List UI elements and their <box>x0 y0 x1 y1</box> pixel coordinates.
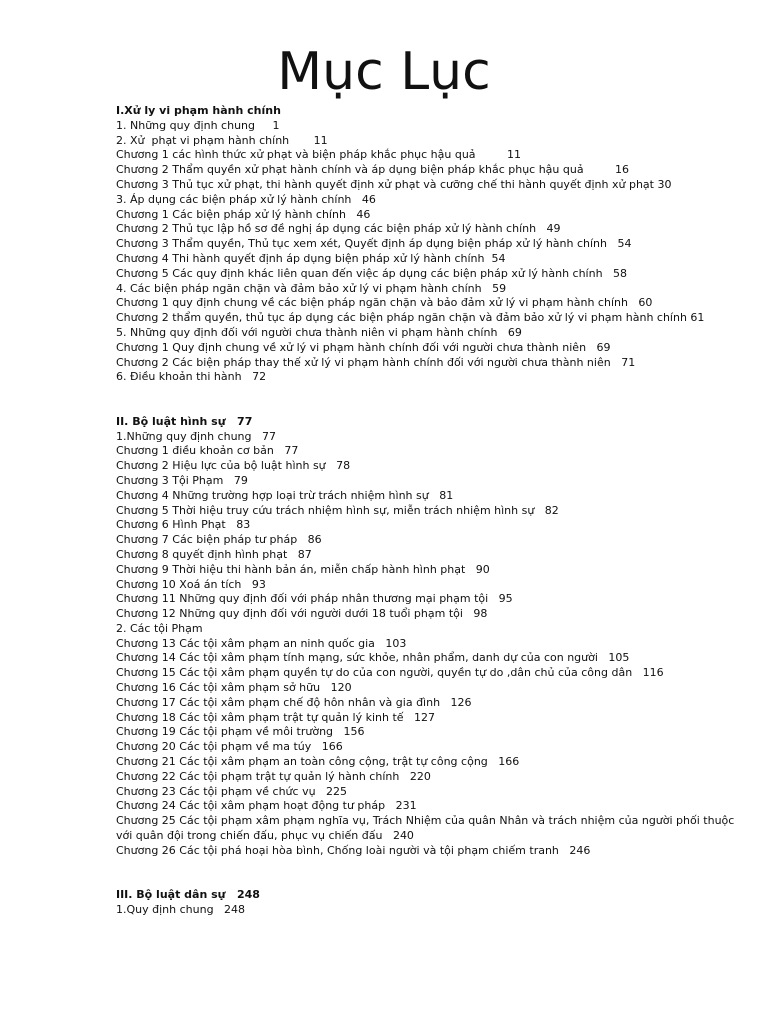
toc-entry: Chương 1 Các biện pháp xử lý hành chính 46 <box>116 207 371 221</box>
toc-entry: Chương 3 Thẩm quyền, Thủ tục xem xét, Quyết định áp dụng biện pháp xử lý hành chính 54 <box>116 237 632 251</box>
toc-entry: Chương 2 Các biện pháp thay thế xử lý vi phạm hành chính đối với người chưa thành niên 71 <box>116 355 636 369</box>
toc-entry: Chương 21 Các tội xâm phạm an toàn công cộng, trật tự công cộng 166 <box>116 755 520 769</box>
section-spacer <box>116 385 736 415</box>
section-heading: I.Xử ly vi phạm hành chính <box>116 104 281 117</box>
toc-entry: Chương 1 quy định chung về các biện pháp ngăn chặn và bảo đảm xử lý vi phạm hành chính 60 <box>116 296 653 310</box>
toc-entry: Chương 25 Các tội phạm xâm phạm nghĩa vụ, Trách Nhiệm của quân Nhân và trách nhiệm của người phối thuộc với quân đội trong chiến đấu, phục vụ chiến đấu 240 <box>116 814 738 843</box>
toc-entry: Chương 4 Những trường hợp loại trừ trách nhiệm hình sự 81 <box>116 488 454 502</box>
toc-entry: 5. Những quy định đối với người chưa thành niên vi phạm hành chính 69 <box>116 325 522 339</box>
toc-entry: 2. Xử phạt vi phạm hành chính 11 <box>116 133 328 147</box>
toc-entry: Chương 20 Các tội phạm về ma túy 166 <box>116 740 343 754</box>
toc-entry: Chương 12 Những quy định đối với người dưới 18 tuổi phạm tội 98 <box>116 607 488 621</box>
page-title: Mục Lục <box>277 42 491 102</box>
toc-entry: 3. Áp dụng các biện pháp xử lý hành chính 46 <box>116 192 376 206</box>
toc-entry: Chương 16 Các tội xâm phạm sở hữu 120 <box>116 681 352 695</box>
toc-entry: Chương 17 Các tội xâm phạm chế độ hôn nhân và gia đình 126 <box>116 695 472 709</box>
toc-entry: 1.Quy định chung 248 <box>116 903 246 917</box>
toc-entry: Chương 24 Các tội xâm phạm hoạt động tư pháp 231 <box>116 799 417 813</box>
toc-entry: Chương 9 Thời hiệu thi hành bản án, miễn chấp hành hình phạt 90 <box>116 562 490 576</box>
toc-entry: 1. Những quy định chung 1 <box>116 118 280 132</box>
toc-entry: Chương 14 Các tội xâm phạm tính mạng, sức khỏe, nhân phẩm, danh dự của con người 105 <box>116 651 630 665</box>
toc-entry: Chương 11 Những quy định đối với pháp nhân thương mại phạm tội 95 <box>116 592 513 606</box>
toc-entry: Chương 2 Thủ tục lập hồ sơ đề nghị áp dụng các biện pháp xử lý hành chính 49 <box>116 222 561 236</box>
toc-entry: Chương 6 Hình Phạt 83 <box>116 518 251 532</box>
section-heading: II. Bộ luật hình sự 77 <box>116 414 253 428</box>
toc-entry: Chương 13 Các tội xâm phạm an ninh quốc gia 103 <box>116 636 407 650</box>
toc-entry: 4. Các biện pháp ngăn chặn và đảm bảo xử lý vi phạm hành chính 59 <box>116 281 507 295</box>
toc-entry: Chương 7 Các biện pháp tư pháp 86 <box>116 533 322 547</box>
toc-entry: Chương 2 Hiệu lực của bộ luật hình sự 78 <box>116 459 351 473</box>
toc-entry: Chương 18 Các tội xâm phạm trật tự quản lý kinh tế 127 <box>116 710 436 724</box>
toc-entry: Chương 8 quyết định hình phạt 87 <box>116 547 312 561</box>
table-of-contents <box>116 104 736 918</box>
toc-entry: Chương 1 các hình thức xử phạt và biện pháp khắc phục hậu quả 11 <box>116 148 522 162</box>
toc-entry: Chương 2 Thẩm quyền xử phạt hành chính và áp dụng biện pháp khắc phục hậu quả 16 <box>116 163 630 177</box>
section-heading: III. Bộ luật dân sự 248 <box>116 888 260 902</box>
toc-entry: Chương 5 Các quy định khác liên quan đến việc áp dụng các biện pháp xử lý hành chính 58 <box>116 266 628 280</box>
toc-entry: Chương 2 thẩm quyền, thủ tục áp dụng các biện pháp ngăn chặn và đảm bảo xử lý vi phạm hành chính 61 <box>116 311 705 325</box>
section-spacer <box>116 859 736 889</box>
toc-entry: Chương 23 Các tội phạm về chức vụ 225 <box>116 784 348 798</box>
toc-entry: Chương 15 Các tội xâm phạm quyền tự do của con người, quyền tự do ,dân chủ của công dân 116 <box>116 666 664 680</box>
toc-entry: Chương 19 Các tội phạm về môi trường 156 <box>116 725 365 739</box>
toc-entry: Chương 10 Xoá án tích 93 <box>116 577 266 591</box>
toc-entry: Chương 1 điều khoản cơ bản 77 <box>116 444 299 458</box>
toc-entry: Chương 5 Thời hiệu truy cứu trách nhiệm hình sự, miễn trách nhiệm hình sự 82 <box>116 503 559 517</box>
toc-entry: Chương 22 Các tội phạm trật tự quản lý hành chính 220 <box>116 769 431 783</box>
toc-entry: 1.Những quy định chung 77 <box>116 429 276 443</box>
toc-entry: 2. Các tội Phạm <box>116 621 203 635</box>
toc-entry: Chương 3 Thủ tục xử phạt, thi hành quyết định xử phạt và cưỡng chế thi hành quyết định xử phạt 30 <box>116 177 672 191</box>
toc-entry: 6. Điều khoản thi hành 72 <box>116 370 267 384</box>
toc-entry: Chương 3 Tội Phạm 79 <box>116 473 248 487</box>
toc-entry: Chương 26 Các tội phá hoại hòa bình, Chống loài người và tội phạm chiếm tranh 246 <box>116 843 591 857</box>
toc-entry: Chương 1 Quy định chung về xử lý vi phạm hành chính đối với người chưa thành niên 69 <box>116 340 611 354</box>
toc-entry: Chương 4 Thi hành quyết định áp dụng biện pháp xử lý hành chính 54 <box>116 251 506 265</box>
